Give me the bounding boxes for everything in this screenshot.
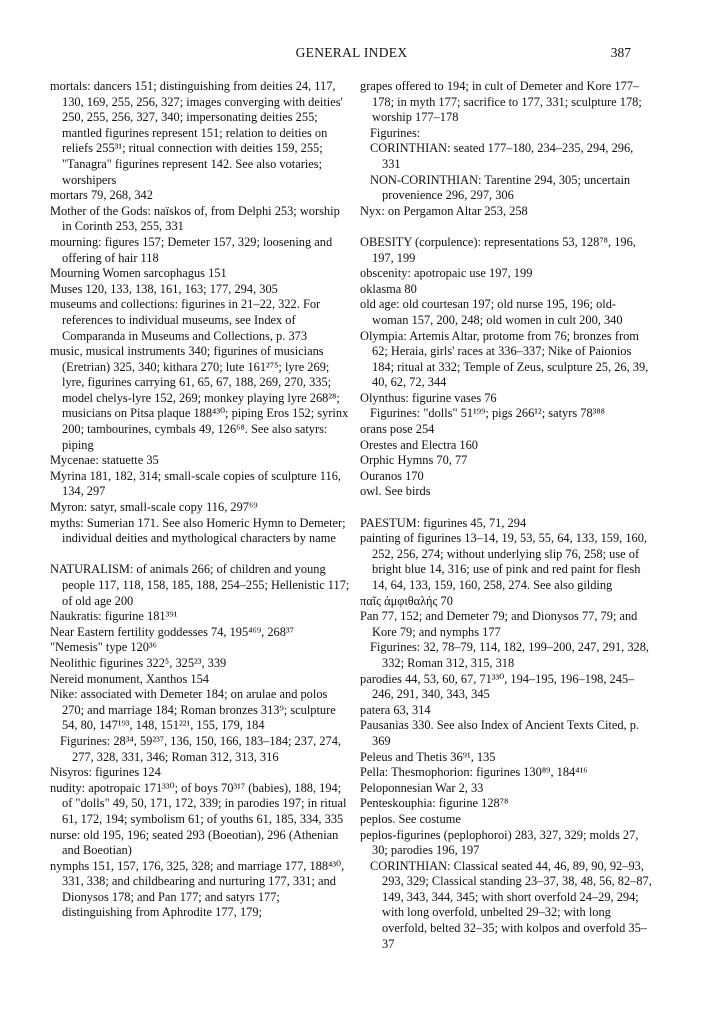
index-entry: Pella: Thesmophorion: figurines 130⁸⁹, 184⁴¹⁶ [360,765,588,780]
index-entry: nymphs 151, 157, 176, 325, 328; and marriage 177, 188⁴³⁰, 331, 338; and childbearing and nurturing 177, 331; and Dionysos 178; and Pan 177; and satyrs 177; distinguishing from Aphrodite 177, 179; [50,858,345,920]
index-entry: grapes offered to 194; in cult of Demeter and Kore 177–178; in myth 177; sacrifice to 177, 331; sculpture 178; worship 177–178 [360,79,642,125]
index-entry: Ouranos 170 [360,468,424,483]
index-subentry: Figurines: 32, 78–79, 114, 182, 199–200, 247, 291, 328, 332; Roman 312, 315, 318 [370,640,650,670]
index-entry: nudity: apotropaic 171³³⁰; of boys 70³¹⁷ (babies), 188, 194; of "dolls" 49, 50, 171, 172, 339; in parodies 197; in ritual 61, 172, 194; symbolism 61; of youths 61, 185, 334, 335 [50,780,347,826]
index-entry: Neolithic figurines 322⁵, 325²³, 339 [50,655,227,670]
index-entry: Mother of the Gods: naïskos of, from Delphi 253; worship in Corinth 253, 255, 331 [50,203,340,234]
index-entry: Nisyros: figurines 124 [50,765,161,780]
index-entry: Nereid monument, Xanthos 154 [50,671,209,686]
index-entry: Orphic Hymns 70, 77 [360,453,468,468]
index-entry: Peleus and Thetis 36⁹¹, 135 [360,749,496,764]
index-entry: PAESTUM: figurines 45, 71, 294 [360,515,527,530]
index-entry: "Nemesis" type 120³⁶ [50,640,157,655]
index-entry: παῖς ἀμφιθαλής 70 [360,593,453,608]
index-section-gap [50,547,350,563]
index-entry: Mycenae: statuette 35 [50,453,159,468]
index-entry: Nyx: on Pergamon Altar 253, 258 [360,203,528,218]
index-entry: mortars 79, 268, 342 [50,188,153,203]
index-entry: peplos-figurines (peplophoroi) 283, 327, 329; molds 27, 30; parodies 196, 197 [360,827,639,858]
index-entry: Muses 120, 133, 138, 161, 163; 177, 294, 305 [50,281,278,296]
index-entry: Naukratis: figurine 181³⁹¹ [50,609,178,624]
index-entry: Nike: associated with Demeter 184; on arulae and polos 270; and marriage 184; Roman bronzes 313⁹; sculpture 54, 80, 147¹⁹³, 148, 151²²¹, 155, 179, 184 [50,687,336,733]
index-entry: mourning: figures 157; Demeter 157, 329; loosening and offering of hair 118 [50,234,333,265]
index-entry: painting of figurines 13–14, 19, 53, 55, 64, 133, 159, 160, 252, 256, 274; without underlying slip 76, 258; use of bright blue 14, 316; use of pink and red paint for flesh 14, 64, 133, 159, 160, 258, 274. See also gilding [360,531,648,592]
index-entry: Myrina 181, 182, 314; small-scale copies of sculpture 116, 134, 297 [50,468,342,499]
index-entry: obscenity: apotropaic use 197, 199 [360,266,533,281]
index-section-gap [360,219,652,235]
index-entry: music, musical instruments 340; figurines of musicians (Eretrian) 325, 340; kithara 270; lute 161²⁷⁵; lyre 269; lyre, figurines carrying 61, 65, 67, 188, 269, 270, 335; model chelys-lyre 152, 269; monkey playing lyre 268²⁸; musicians on Pitsa plaque 188⁴³⁰; piping Eros 152; syrinx 200; tambourines, cymbals 49, 126⁶⁸. See also satyrs: piping [50,344,349,452]
index-entry: owl. See birds [360,484,431,499]
index-entry: peplos. See costume [360,811,461,826]
index-entry: parodies 44, 53, 60, 67, 71³³⁰, 194–195, 196–198, 245–246, 291, 340, 343, 345 [360,671,635,702]
index-entry: Olynthus: figurine vases 76 [360,390,497,405]
index-entry: mortals: dancers 151; distinguishing from deities 24, 117, 130, 169, 255, 256, 327; images converging with deities' 250, 255, 256, 327, 340; impersonating deities 255; mantled figurines represent 151; relation to deities on reliefs 255³¹; ritual connection with deities 159, 255; "Tanagra" figurines represent 142. See also votaries; worshipers [50,79,343,187]
index-entry: Mourning Women sarcophagus 151 [50,266,227,281]
index-section-gap [360,500,652,516]
index-column-right [360,79,652,952]
index-subentry: NON-CORINTHIAN: Tarentine 294, 305; uncertain provenience 296, 297, 306 [370,172,631,203]
index-entry: myths: Sumerian 171. See also Homeric Hymn to Demeter; individual deities and mythological characters by name [50,515,346,546]
index-entry: old age: old courtesan 197; old nurse 195, 196; old-woman 157, 200, 248; old women in cult 200, 340 [360,297,623,327]
index-entry: Pausanias 330. See also Index of Ancient Texts Cited, p. 369 [360,718,640,748]
index-entry: orans pose 254 [360,422,435,437]
index-subentry: CORINTHIAN: seated 177–180, 234–235, 294, 296, 331 [370,141,634,171]
index-entry: Olympia: Artemis Altar, protome from 76; bronzes from 62; Heraia, girls' races at 336–337; Nike of Paionios 184; ritual at 332; Temple of Zeus, sculpture 25, 26, 39, 40, 62, 72, 344 [360,328,649,390]
index-entry: Orestes and Electra 160 [360,437,479,452]
index-entry: Penteskouphia: figurine 128⁷⁸ [360,796,509,811]
index-column-left [50,79,350,921]
index-subentry: Figurines: "dolls" 51¹⁹⁹; pigs 266¹²; satyrs 78³⁸⁸ [370,406,606,421]
index-entry: oklasma 80 [360,281,417,296]
index-entry: Peloponnesian War 2, 33 [360,780,484,795]
index-entry: Near Eastern fertility goddesses 74, 195⁴⁶⁹, 268³⁷ [50,624,294,639]
index-entry: patera 63, 314 [360,702,431,717]
index-subentry: Figurines: 28³⁴, 59²³⁷, 136, 150, 166, 183–184; 237, 274, 277, 328, 331, 346; Roman 312, 313, 316 [60,733,342,764]
index-entry: Myron: satyr, small-scale copy 116, 297⁶⁹ [50,500,258,515]
index-subentry: Figurines: [370,125,421,140]
index-entry: nurse: old 195, 196; seated 293 (Boeotian), 296 (Athenian and Boeotian) [50,827,339,858]
index-entry: NATURALISM: of animals 266; of children and young people 117, 118, 158, 185, 188, 254–255; Hellenistic 117; of old age 200 [50,562,350,608]
index-entry: Pan 77, 152; and Demeter 79; and Dionysos 77, 79; and Kore 79; and nymphs 177 [360,609,638,639]
index-subentry: CORINTHIAN: Classical seated 44, 46, 89, 90, 92–93, 293, 329; Classical standing 23–37, 38, 48, 56, 82–87, 149, 343, 344, 345; with short overfold 24–29, 294; with long overfold, unbelted 29–32; with long overfold, belted 32–35; with kolpos and overfold 35–37 [370,858,652,951]
running-header-title: GENERAL INDEX [295,45,408,60]
page-number: 387 [610,45,631,60]
index-entry: OBESITY (corpulence): representations 53, 128⁷⁸, 196, 197, 199 [360,234,636,265]
index-entry: museums and collections: figurines in 21–22, 322. For references to individual museums, see Index of Comparanda in Museums and Collections, p. 373 [50,297,321,343]
